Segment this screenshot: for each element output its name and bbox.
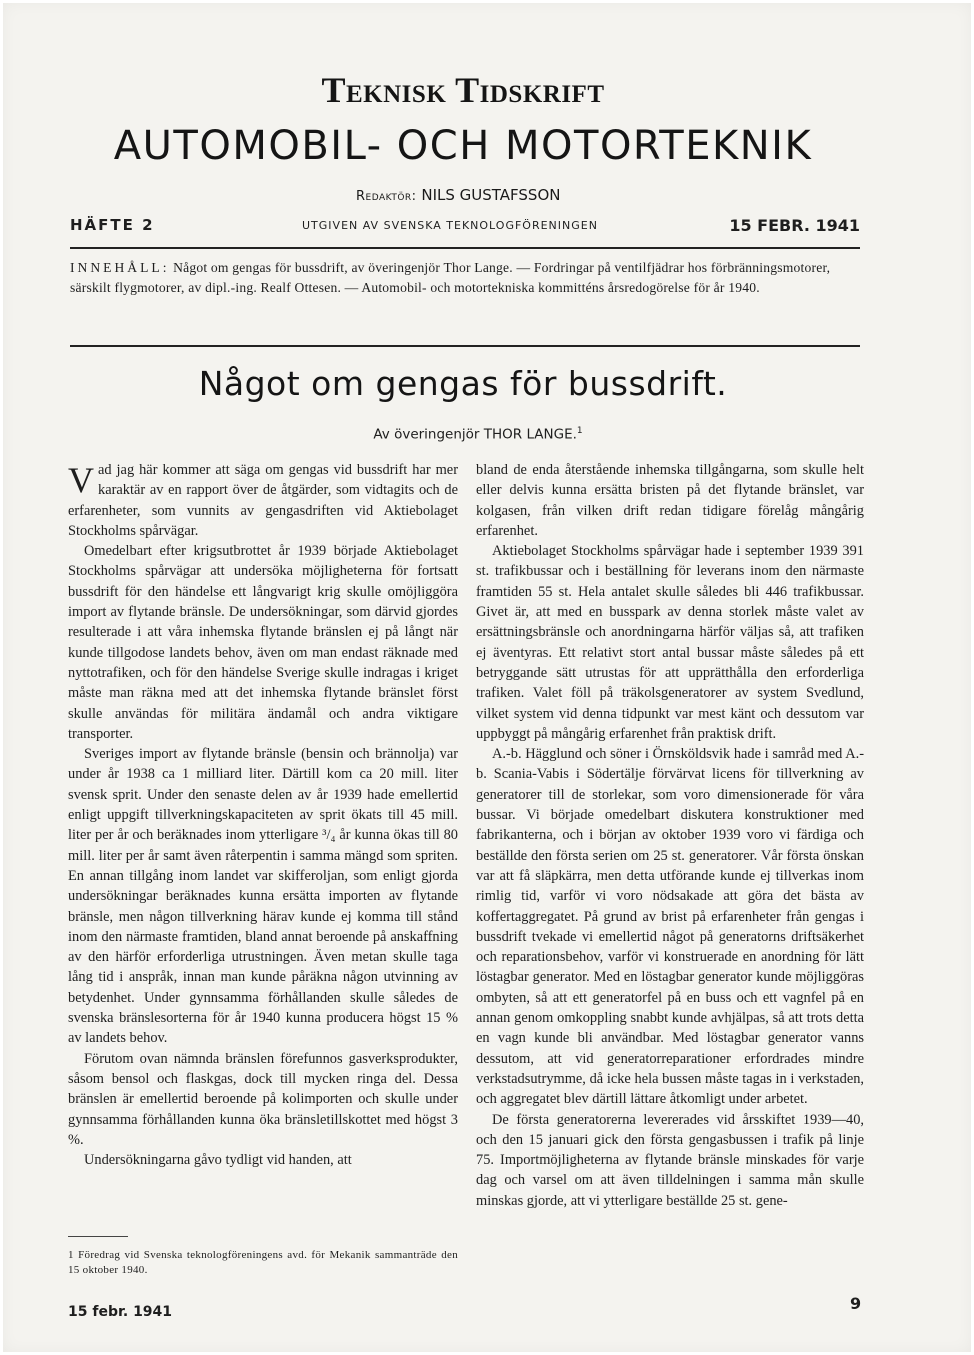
footnote-rule [68, 1236, 128, 1237]
byline-footnote-mark: 1 [576, 426, 583, 436]
footnote: 1 Föredrag vid Svenska teknologföreningens avd. för Mekanik sammanträde den 15 oktober 1940. [68, 1249, 458, 1276]
section-title: AUTOMOBIL- OCH MOTORTEKNIK [113, 123, 813, 169]
journal-title: Teknisk Tidskrift [321, 70, 605, 110]
paragraph [68, 460, 458, 541]
paragraph: Sveriges import av flytande bränsle (bensin och brännolja) var under år 1938 ca 1 milliard liter. Därtill kom ca 20 mill. liter svensk sprit. Under den senaste delen av år 1939 hade emellertid enligt uppgift tillverkningskapaciteten av sprit ökats till 45 mill. liter per år och beräknades inom ytterligare ³/₄ år kunna ökas till 80 mill. liter per år samt även råterpentin i samma mängd som spriten. En annan tillgång inom landet var skifferoljan, som enligt gjorda undersökningar beräknades kunna ersätta importen av flytande bränsle, men någon tillverkning härav kunde ej komma till stånd inom den närmaste framtiden, bland annat beroende på anskaffning av den härför erforderliga utrustningen. Även metan skulle taga lång tid i anspråk, innan man kunde påräkna någon utvinning av betydenhet. Under gynnsamma förhållanden skulle således de svenska bränslesorterna för år 1940 kunna producera högst 15 % av landets behov. [68, 746, 458, 1047]
footer-date: 15 febr. 1941 [68, 1304, 173, 1320]
issue-date: 15 FEBR. 1941 [729, 216, 860, 235]
contents-rule [70, 345, 860, 347]
publisher: UTGIVEN AV SVENSKA TEKNOLOGFÖRENINGEN [302, 219, 598, 232]
issue-number: HÄFTE 2 [70, 216, 155, 234]
paragraph: bland de enda återstående inhemska tillgångarna, som skulle helt eller delvis kunna ersätta bristen på det flytande bränslet, var kolgasen, från vilken drift redan tidigare förelåg mångårig erfarenhet. [476, 462, 864, 539]
table-of-contents [70, 258, 860, 298]
issue-row [70, 216, 860, 240]
paragraph: Undersökningarna gåvo tydligt vid handen, att [84, 1152, 352, 1169]
paragraph: Omedelbart efter krigsutbrottet år 1939 började Aktiebolaget Stockholms spårvägar att undersöka möjligheterna för fortsatt bussdrift för den händelse ett långvarigt krig skulle omöjliggöra import av flytande bränsle. De undersökningar, som därvid gjordes resulterade i att våra inhemska flytande bränslen ej på långt när kunde tillgodose landets behov, även om man endast räknade med nyttotrafiken, och för den händelse Sverige skulle indragas i kriget måste man räkna med att det inhemska flytande bränslet först skulle användas för militära ändamål och andra viktigare transporter. [68, 543, 458, 742]
byline [60, 426, 866, 443]
paragraph: De första generatorerna levererades vid årsskiftet 1939—40, och den 15 januari gick den första gengasbussen i trafik på linje 75. Importmöjligheterna av flytande bränsle minskades för varje dag och varsel om att även tilldelningen i samma mån skulle minskas gjorde, att vi ytterligare beställde 25 st. gene- [476, 1111, 864, 1209]
drop-cap: V [68, 460, 94, 500]
article-title: Något om gengas för bussdrift. [198, 364, 728, 403]
editor-label: Redaktör: [356, 189, 417, 204]
page-number: 9 [850, 1294, 862, 1313]
paragraph-text: ad jag här kommer att säga om gengas vid bussdrift har mer karaktär av en rapport över de åtgärder, som vidtagits och de erfarenheter, som vunnits av gengasdriften vid Aktiebolaget Stockholms spårvägar. [68, 462, 458, 539]
contents-text: Något om gengas för bussdrift, av överingenjör Thor Lange. — Fordringar på ventilfjädrar hos förbränningsmotorer, särskilt flygmotorer, av dipl.-ing. Realf Ottesen. — Automobil- och motortekniska kommitténs årsredogörelse för år 1940. [70, 260, 831, 295]
byline-text: Av överingenjör THOR LANGE. [373, 426, 577, 443]
editor-name: NILS GUSTAFSSON [421, 186, 561, 204]
editor-line [356, 186, 560, 204]
masthead [60, 68, 866, 170]
column-right [476, 460, 864, 1211]
contents-label: INNEHÅLL: [70, 260, 170, 275]
paragraph: Aktiebolaget Stockholms spårvägar hade i september 1939 391 st. trafikbussar och i beställning för leverans inom den närmaste framtiden 55 st. Hela antalet skulle således bli 446 trafikbussar. Givet är, att med en busspark av denna storlek måste valet av ersättningsbränsle och anordningarna härför väljas så, att trafiken ej äventyras. Ett relativt stort antal bussar måste således på ett betryggande sätt utrustas för att upprätthålla den erforderliga trafiken. Valet föll på träkolsgeneratorer av system Svedlund, vilket system vid denna tidpunkt var mest känt och dessutom var uppbyggt på mångårig erfarenhet från praktisk drift. [476, 543, 864, 742]
header-rule [70, 247, 860, 249]
paragraph: Förutom ovan nämnda bränslen förefunnos gasverksprodukter, såsom bensol och flaskgas, dock till mycken ringa del. Dessa bränslen är emellertid beroende på kolimporten och skulle under gynnsamma förhållanden kunna öka bränsletillskottet med högst 3 %. [68, 1050, 458, 1148]
paragraph: A.-b. Hägglund och söner i Örnsköldsvik hade i samråd med A.-b. Scania-Vabis i Södertälje förvärvat licens för tillverkning av generatorer till de storlekar, som voro dimensionerade för våra bussar. Vi började omedelbart diskutera konstruktioner med fabrikanterna, och i början av oktober 1939 voro vi färdiga och beställde den första serien om 25 st. generatorer. Vår första önskan var att få släpkärra, men detta utförande kunde ej tillverkas inom rimlig tid, varför vi voro nödsakade att göra det bästa av koffertaggregatet. På grund av brist på erfarenheter från gengas i bussdrift tvekade vi emellertid något på generatorns driftsäkerhet och reparationsbehov, varför vi konstruerade en anordning för lätt löstagbar generator. Med en löstagbar generator kunde möjliggöras ombyten, så att ett generatorfel på en buss och ett vagnfel på en annan genom omkoppling snabbt kunde avhjälpas, så att trots detta en vagn kunde bli användbar. Med löstagbar generator vanns dessutom, att vid generatorreparationer erfordrades mindre verkstadsutrymme, då icke hela bussen måste tagas in i verkstaden, och aggregatet blev därtill lättare åtkomligt under arbetet. [476, 746, 864, 1108]
column-left [68, 460, 458, 1170]
